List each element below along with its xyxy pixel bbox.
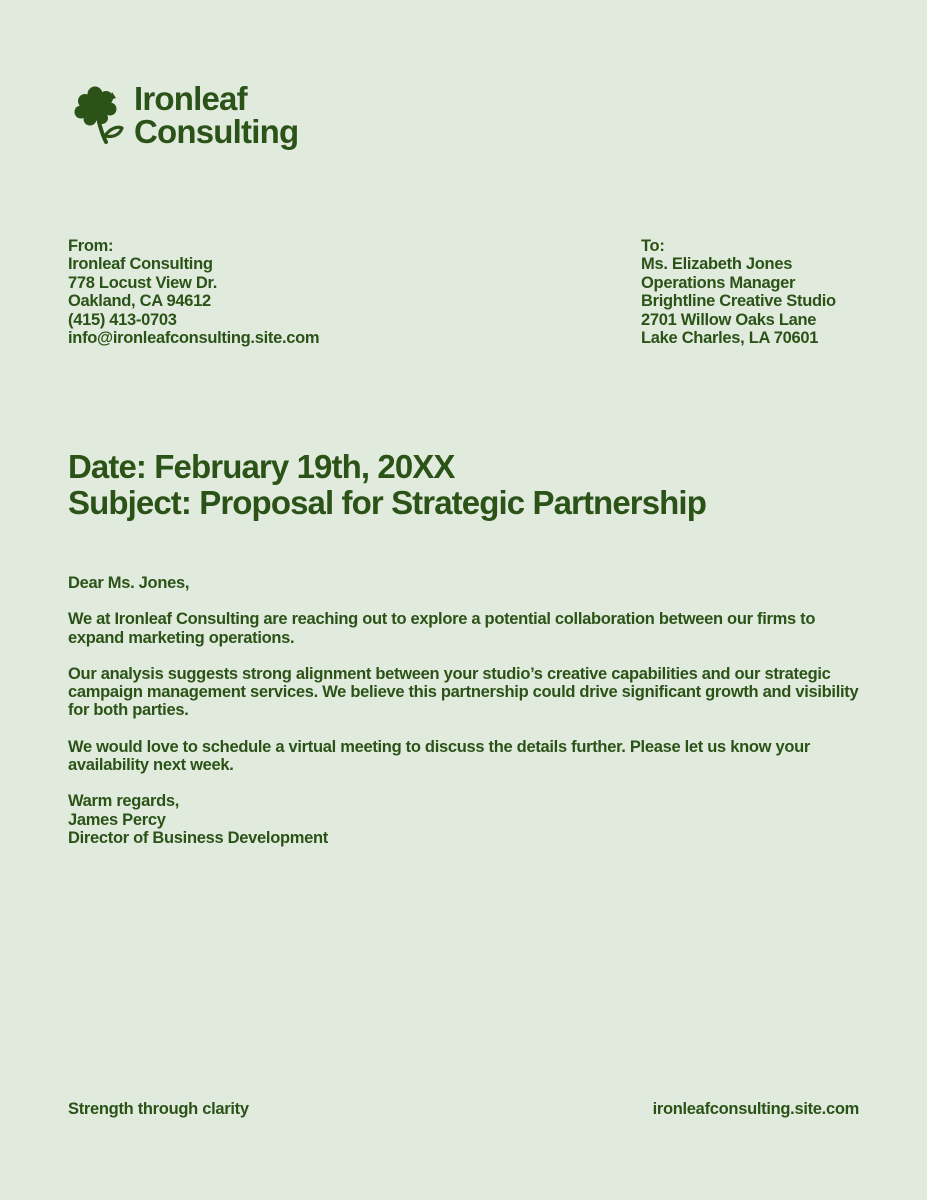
leaf-flower-icon: [72, 84, 130, 146]
sender-city: Oakland, CA 94612: [68, 292, 211, 311]
recipient-company: Brightline Creative Studio: [641, 292, 836, 311]
to-label: To:: [641, 237, 665, 255]
body-paragraph-1: We at Ironleaf Consulting are reaching out to explore a potential collaboration between our firms to expand marketing operations.: [68, 610, 816, 647]
sender-phone: (415) 413-0703: [68, 310, 177, 329]
recipient-title: Operations Manager: [641, 273, 796, 292]
recipient-street: 2701 Willow Oaks Lane: [641, 310, 817, 329]
letter-body: [68, 574, 868, 847]
logo-line-1: Ironleaf: [134, 80, 247, 117]
sender-email: info@ironleafconsulting.site.com: [68, 329, 320, 348]
sender-name: Ironleaf Consulting: [68, 255, 213, 274]
letter-subject: Subject: Proposal for Strategic Partnership: [68, 484, 706, 521]
from-label: From:: [68, 237, 114, 255]
recipient-city: Lake Charles, LA 70601: [641, 329, 819, 348]
letter-date: Date: February 19th, 20XX: [68, 448, 455, 485]
closing: Warm regards,: [68, 792, 180, 811]
signature-block: [68, 792, 868, 847]
body-paragraph-3: We would love to schedule a virtual meeting to discuss the details further. Please let us know your availability next week.: [68, 737, 811, 774]
letter-headline: [68, 449, 706, 521]
salutation: Dear Ms. Jones,: [68, 574, 190, 592]
sender-street: 778 Locust View Dr.: [68, 273, 217, 292]
footer-tagline: Strength through clarity: [68, 1100, 249, 1118]
company-logo: [72, 82, 298, 148]
recipient-address-block: [641, 237, 836, 347]
signer-title: Director of Business Development: [68, 828, 328, 847]
sender-address-block: [68, 237, 319, 347]
signer-name: James Percy: [68, 810, 166, 829]
body-paragraph-2: Our analysis suggests strong alignment between your studio’s creative capabilities and our strategic campaign management services. We believe this partnership could drive significant growth and visibility for both parties.: [68, 664, 859, 720]
recipient-name: Ms. Elizabeth Jones: [641, 255, 793, 274]
footer-website: ironleafconsulting.site.com: [652, 1100, 859, 1118]
company-wordmark: [134, 82, 298, 148]
logo-line-2: Consulting: [134, 113, 299, 150]
